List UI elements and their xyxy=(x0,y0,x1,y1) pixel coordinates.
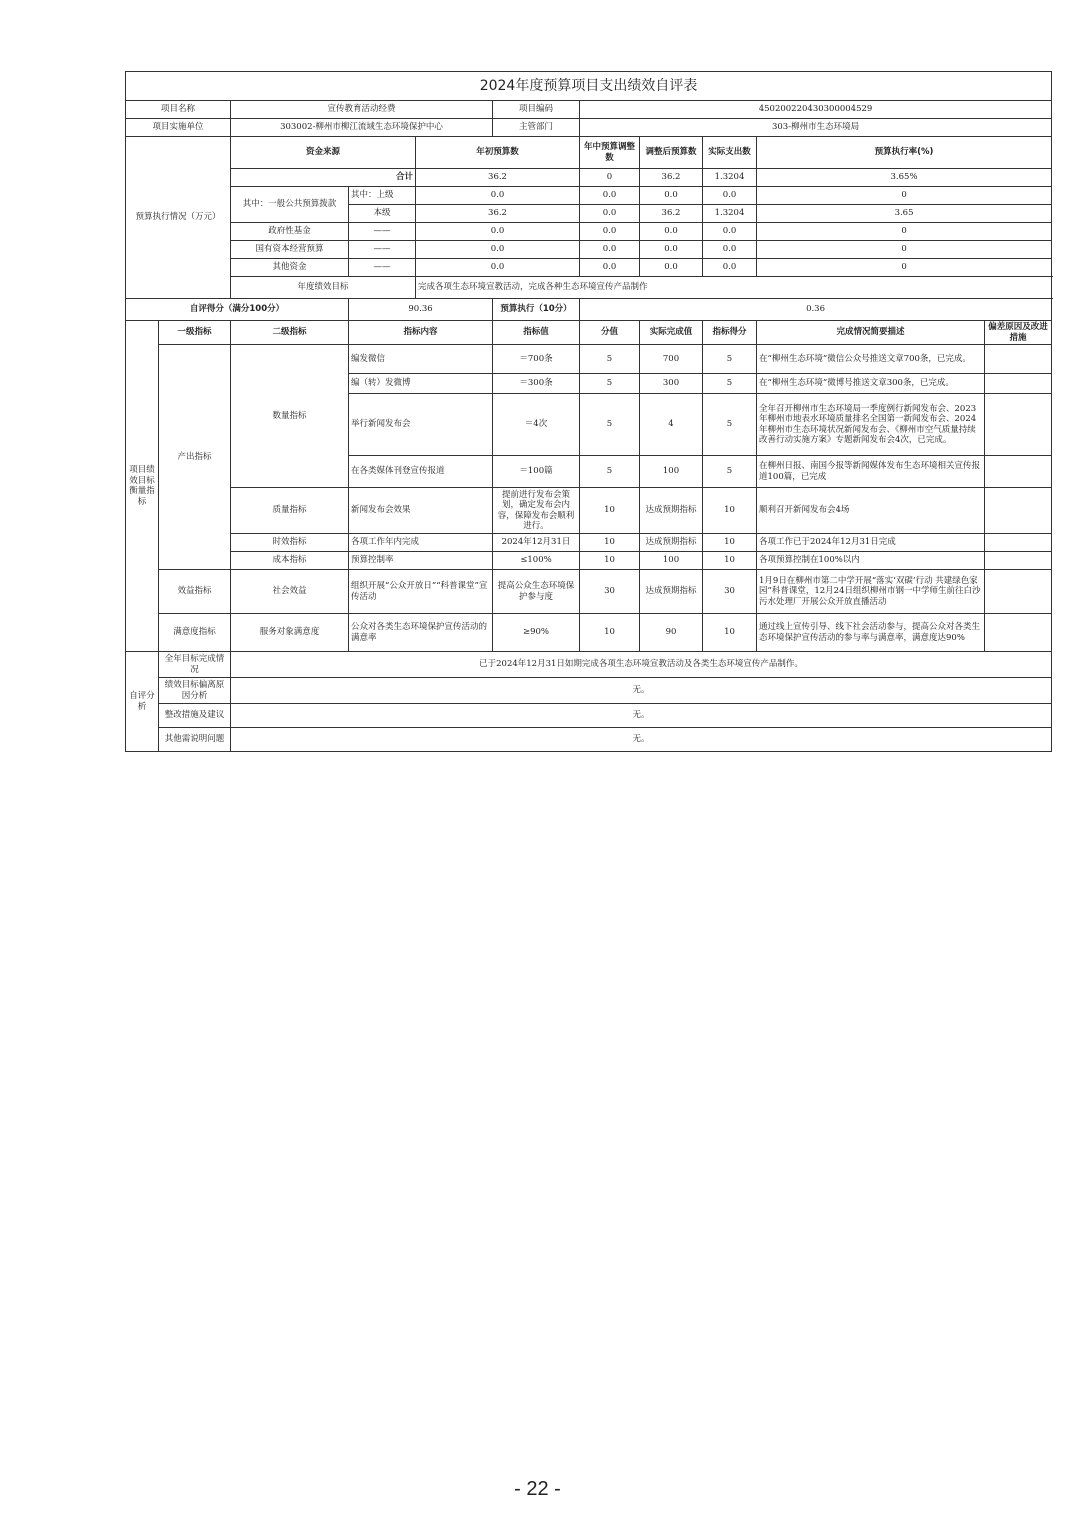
indicator-actual: 90 xyxy=(640,614,703,652)
indicator-weight: 5 xyxy=(580,374,640,394)
indicator-deviation xyxy=(985,394,1052,456)
level2-timeliness: 时效指标 xyxy=(231,534,349,552)
ind-header-actual: 实际完成值 xyxy=(640,321,703,345)
indicator-actual: 700 xyxy=(640,345,703,374)
indicator-target: ≤100% xyxy=(493,552,580,570)
total-actual: 1.3204 xyxy=(703,169,757,187)
indicator-content: 组织开展“公众开放日”“科普课堂”宣传活动 xyxy=(349,570,493,614)
indicator-desc: 在“柳州生态环境”微信公众号推送文章700条，已完成。 xyxy=(757,345,985,374)
indicator-actual: 4 xyxy=(640,394,703,456)
indicator-actual: 300 xyxy=(640,374,703,394)
other-fund-initial: 0.0 xyxy=(416,259,580,277)
project-code-value: 450200220430300004529 xyxy=(580,101,1052,119)
indicator-deviation xyxy=(985,456,1052,488)
indicator-content: 公众对各类生态环境保护宣传活动的满意率 xyxy=(349,614,493,652)
indicator-deviation xyxy=(985,552,1052,570)
superior-mid: 0.0 xyxy=(580,187,640,205)
total-mid: 0 xyxy=(580,169,640,187)
indicator-content: 编（转）发微博 xyxy=(349,374,493,394)
local-adjusted: 36.2 xyxy=(640,205,703,223)
header-initial-budget: 年初预算数 xyxy=(416,137,580,169)
header-exec-rate: 预算执行率(%) xyxy=(757,137,1052,169)
ind-header-score: 指标得分 xyxy=(703,321,757,345)
gov-fund-initial: 0.0 xyxy=(416,223,580,241)
budget-exec-label: 预算执行（10分） xyxy=(493,299,580,321)
state-capital-adjusted: 0.0 xyxy=(640,241,703,259)
indicator-score: 10 xyxy=(703,488,757,534)
header-fund-source: 资金来源 xyxy=(231,137,416,169)
superior-initial: 0.0 xyxy=(416,187,580,205)
indicator-score: 10 xyxy=(703,614,757,652)
state-capital-label: 国有资本经营预算 xyxy=(231,241,349,259)
indicator-weight: 5 xyxy=(580,394,640,456)
indicator-deviation xyxy=(985,534,1052,552)
gov-fund-rate: 0 xyxy=(757,223,1052,241)
indicator-desc: 顺利召开新闻发布会4场 xyxy=(757,488,985,534)
table-title: 2024年度预算项目支出绩效自评表 xyxy=(126,72,1052,101)
analysis-label: 其他需说明问题 xyxy=(159,728,231,752)
gov-fund-dash: —— xyxy=(349,223,416,241)
ind-header-deviation: 偏差原因及改进措施 xyxy=(985,321,1052,345)
analysis-text: 无。 xyxy=(231,728,1052,752)
annual-goal-text: 完成各项生态环境宣教活动，完成各种生态环境宣传产品制作 xyxy=(416,277,1052,299)
indicator-weight: 5 xyxy=(580,456,640,488)
indicator-deviation xyxy=(985,345,1052,374)
competent-dept-value: 303-柳州市生态环境局 xyxy=(580,119,1052,137)
gov-fund-actual: 0.0 xyxy=(703,223,757,241)
level2-service: 服务对象满意度 xyxy=(231,614,349,652)
self-analysis-label: 自评分析 xyxy=(126,652,159,752)
superior-rate: 0 xyxy=(757,187,1052,205)
state-capital-mid: 0.0 xyxy=(580,241,640,259)
indicator-deviation xyxy=(985,488,1052,534)
indicator-target: ≥90% xyxy=(493,614,580,652)
superior-actual: 0.0 xyxy=(703,187,757,205)
level2-quality: 质量指标 xyxy=(231,488,349,534)
project-name-value: 宣传教育活动经费 xyxy=(231,101,493,119)
indicator-score: 30 xyxy=(703,570,757,614)
other-fund-mid: 0.0 xyxy=(580,259,640,277)
level2-social: 社会效益 xyxy=(231,570,349,614)
indicator-desc: 全年召开柳州市生态环境局一季度例行新闻发布会、2023年柳州市地表水环境质量排名全国第一新闻发布会、2024年柳州市生态环境状况新闻发布会、《柳州市空气质量持续改善行动实施方案》专题新闻发布会4次，已完成。 xyxy=(757,394,985,456)
local-initial: 36.2 xyxy=(416,205,580,223)
indicator-desc: 通过线上宣传引导、线下社会活动参与，提高公众对各类生态环境保护宣传活动的参与率与满意率，满意度达90% xyxy=(757,614,985,652)
analysis-label: 整改措施及建议 xyxy=(159,704,231,728)
indicator-target: ＝300条 xyxy=(493,374,580,394)
other-fund-actual: 0.0 xyxy=(703,259,757,277)
ind-header-weight: 分值 xyxy=(580,321,640,345)
indicator-score: 5 xyxy=(703,394,757,456)
local-label: 本级 xyxy=(349,205,416,223)
state-capital-initial: 0.0 xyxy=(416,241,580,259)
total-rate: 3.65% xyxy=(757,169,1052,187)
superior-adjusted: 0.0 xyxy=(640,187,703,205)
self-score-label: 自评得分（满分100分） xyxy=(126,299,349,321)
superior-label: 其中：上级 xyxy=(349,187,416,205)
analysis-label: 绩效目标偏离原因分析 xyxy=(159,678,231,704)
indicator-target: 提前进行发布会策划，确定发布会内容，保障发布会顺利进行。 xyxy=(493,488,580,534)
level1-satisfaction: 满意度指标 xyxy=(159,614,231,652)
indicator-desc: 在柳州日报、南国今报等新闻媒体发布生态环境相关宣传报道100篇，已完成 xyxy=(757,456,985,488)
annual-goal-label: 年度绩效目标 xyxy=(231,277,416,299)
indicator-content: 在各类媒体刊登宣传报道 xyxy=(349,456,493,488)
indicator-weight: 10 xyxy=(580,534,640,552)
gov-fund-label: 政府性基金 xyxy=(231,223,349,241)
indicator-content: 预算控制率 xyxy=(349,552,493,570)
indicator-desc: 在“柳州生态环境”微博号推送文章300条，已完成。 xyxy=(757,374,985,394)
other-fund-dash: —— xyxy=(349,259,416,277)
gov-fund-mid: 0.0 xyxy=(580,223,640,241)
indicator-weight: 10 xyxy=(580,614,640,652)
budget-exec-value: 0.36 xyxy=(580,299,1052,321)
project-name-label: 项目名称 xyxy=(126,101,231,119)
analysis-text: 已于2024年12月31日如期完成各项生态环境宣教活动及各类生态环境宣传产品制作。 xyxy=(231,652,1052,678)
indicator-score: 10 xyxy=(703,534,757,552)
ind-header-desc: 完成情况简要描述 xyxy=(757,321,985,345)
indicator-desc: 1月9日在柳州市第二中学开展“落实‘双碳’行动 共建绿色家园”科普课堂，12月24日组织柳州市钢一中学师生前往白沙污水处理厂开展公众开放直播活动 xyxy=(757,570,985,614)
indicator-score: 5 xyxy=(703,345,757,374)
level2-cost: 成本指标 xyxy=(231,552,349,570)
analysis-text: 无。 xyxy=(231,678,1052,704)
ind-header-target: 指标值 xyxy=(493,321,580,345)
indicator-deviation xyxy=(985,374,1052,394)
indicator-target: 提高公众生态环境保护参与度 xyxy=(493,570,580,614)
other-fund-label: 其他资金 xyxy=(231,259,349,277)
analysis-label: 全年目标完成情况 xyxy=(159,652,231,678)
state-capital-rate: 0 xyxy=(757,241,1052,259)
page-number: - 22 - xyxy=(514,1478,561,1500)
budget-execution-label: 预算执行情况（万元） xyxy=(126,137,231,299)
total-adjusted: 36.2 xyxy=(640,169,703,187)
indicator-target: ＝4次 xyxy=(493,394,580,456)
indicator-target: ＝100篇 xyxy=(493,456,580,488)
header-adjusted-budget: 调整后预算数 xyxy=(640,137,703,169)
indicator-target: ＝700条 xyxy=(493,345,580,374)
analysis-text: 无。 xyxy=(231,704,1052,728)
general-budget-label: 其中：一般公共预算拨款 xyxy=(231,187,349,223)
indicator-actual: 达成预期指标 xyxy=(640,534,703,552)
perf-indicators-label: 项目绩效目标衡量指标 xyxy=(126,321,159,652)
indicator-desc: 各项预算控制在100%以内 xyxy=(757,552,985,570)
indicator-deviation xyxy=(985,570,1052,614)
indicator-content: 各项工作年内完成 xyxy=(349,534,493,552)
local-actual: 1.3204 xyxy=(703,205,757,223)
indicator-weight: 30 xyxy=(580,570,640,614)
indicator-content: 举行新闻发布会 xyxy=(349,394,493,456)
indicator-desc: 各项工作已于2024年12月31日完成 xyxy=(757,534,985,552)
header-mid-adjust: 年中预算调整数 xyxy=(580,137,640,169)
indicator-score: 5 xyxy=(703,456,757,488)
indicator-weight: 5 xyxy=(580,345,640,374)
total-label: 合计 xyxy=(231,169,416,187)
ind-header-level1: 一级指标 xyxy=(159,321,231,345)
indicator-actual: 达成预期指标 xyxy=(640,488,703,534)
local-mid: 0.0 xyxy=(580,205,640,223)
indicator-score: 10 xyxy=(703,552,757,570)
state-capital-actual: 0.0 xyxy=(703,241,757,259)
level2-quantity: 数量指标 xyxy=(231,345,349,488)
indicator-weight: 10 xyxy=(580,552,640,570)
indicator-target: 2024年12月31日 xyxy=(493,534,580,552)
other-fund-adjusted: 0.0 xyxy=(640,259,703,277)
indicator-actual: 100 xyxy=(640,456,703,488)
indicator-content: 新闻发布会效果 xyxy=(349,488,493,534)
project-code-label: 项目编码 xyxy=(493,101,580,119)
evaluation-sheet xyxy=(125,71,1051,752)
local-rate: 3.65 xyxy=(757,205,1052,223)
other-fund-rate: 0 xyxy=(757,259,1052,277)
header-actual-spend: 实际支出数 xyxy=(703,137,757,169)
state-capital-dash: —— xyxy=(349,241,416,259)
indicator-actual: 100 xyxy=(640,552,703,570)
indicator-weight: 10 xyxy=(580,488,640,534)
evaluation-table xyxy=(125,71,1052,752)
level1-benefit: 效益指标 xyxy=(159,570,231,614)
ind-header-level2: 二级指标 xyxy=(231,321,349,345)
indicator-score: 5 xyxy=(703,374,757,394)
self-score-value: 90.36 xyxy=(349,299,493,321)
indicator-content: 编发微信 xyxy=(349,345,493,374)
ind-header-content: 指标内容 xyxy=(349,321,493,345)
level1-output: 产出指标 xyxy=(159,345,231,570)
indicator-deviation xyxy=(985,614,1052,652)
total-initial: 36.2 xyxy=(416,169,580,187)
implementing-unit-value: 303002-柳州市柳江流域生态环境保护中心 xyxy=(231,119,493,137)
competent-dept-label: 主管部门 xyxy=(493,119,580,137)
implementing-unit-label: 项目实施单位 xyxy=(126,119,231,137)
indicator-actual: 达成预期指标 xyxy=(640,570,703,614)
gov-fund-adjusted: 0.0 xyxy=(640,223,703,241)
